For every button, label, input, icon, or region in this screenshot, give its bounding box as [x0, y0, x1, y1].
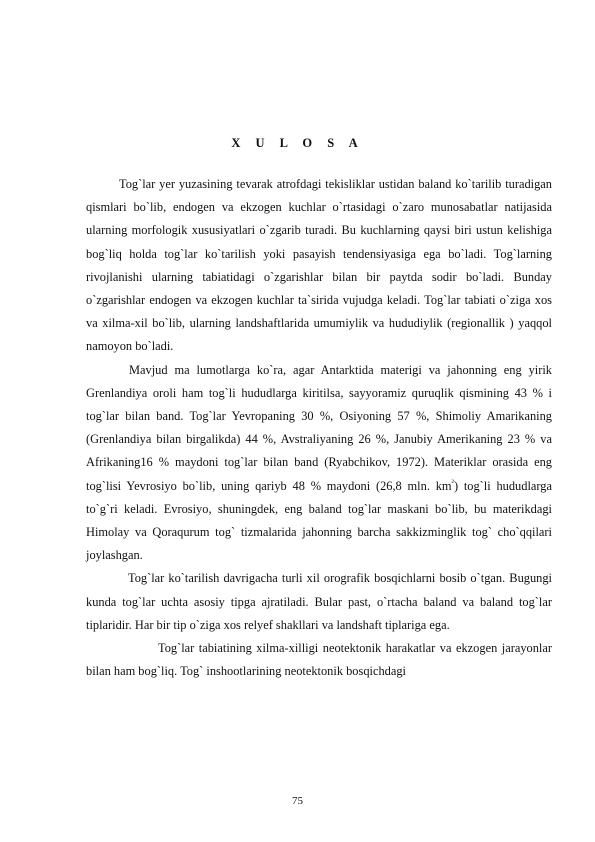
page-title: X U L O S A: [231, 136, 364, 150]
body-text: [86, 173, 552, 683]
superscript-2: ²: [451, 477, 454, 487]
paragraph-2: [86, 359, 552, 568]
page-number: 75: [292, 795, 303, 807]
paragraph-4: Tog`lar tabiatining xilma-xilligi neotektonik harakatlar va ekzogen jarayonlar bilan ham bog`liq. Tog` inshootlarining neotektonik bosqichdagi: [86, 641, 552, 679]
paragraph-3: Tog`lar ko`tarilish davrigacha turli xil orografik bosqichlarni bosib o`tgan. Bugungi kunda tog`lar uchta asosiy tipga ajratiladi. Bular past, o`rtacha baland va baland tog`lar tiplaridir. Har bir tip o`ziga xos relyef shakllari va landshaft tiplariga ega.: [86, 571, 552, 632]
paragraph-2-part-1: Mavjud ma lumotlarga ko`ra, agar Antarktida materigi va jahonning eng yirik Grenlandiya oroli ham tog`li hududlarga kiritilsa, sayyoramiz quruqlik qismining 43 % i tog`lar bilan band. Tog`lar Yevropaning 30 %, Osiyoning 57 %, Shimoliy Amarikaning (Grenlandiya bilan birgalikda) 44 %, Avstraliyaning 26 %, Janubiy Amerikaning 23 % va Afrikaning16 % maydoni tog`lar bilan band (Ryabchikov, 1972). Materiklar orasida eng tog`lisi Yevrosiyo bo`lib, uning qariyb 48 % maydoni (26,8 mln. km: [86, 362, 552, 493]
paragraph-2-part-2: ) tog`li hududlarga to`g`ri keladi. Evrosiyo, shuningdek, eng baland tog`lar maskani bo`lib, bu materikdagi Himolay va Qoraqurum tog` tizmalarida jahonning barcha sakkizminglik tog` cho`qqilari joylashgan.: [86, 478, 552, 563]
paragraph-1: Tog`lar yer yuzasining tevarak atrofdagi tekisliklar ustidan baland ko`tarilib turadigan qismlari bo`lib, endogen va ekzogen kuchlar o`rtasidagi o`zaro munosabatlar natijasida ularning morfologik xususiyatlari o`zgarib turadi. Bu kuchlarning qaysi biri ustun kelishiga bog`liq holda tog`lar ko`tarilish yoki pasayish tendensiyasiga ega bo`ladi. Tog`larning rivojlanishi ularning tabiatidagi o`zgarishlar bilan bir paytda sodir bo`ladi. Bunday o`zgarishlar endogen va ekzogen kuchlar ta`sirida vujudga keladi. Tog`lar tabiati o`ziga xos va xilma-xil bo`lib, ularning landshaftlarida umumiylik va hududiylik (regionallik ) yaqqol namoyon bo`ladi.: [86, 177, 552, 354]
